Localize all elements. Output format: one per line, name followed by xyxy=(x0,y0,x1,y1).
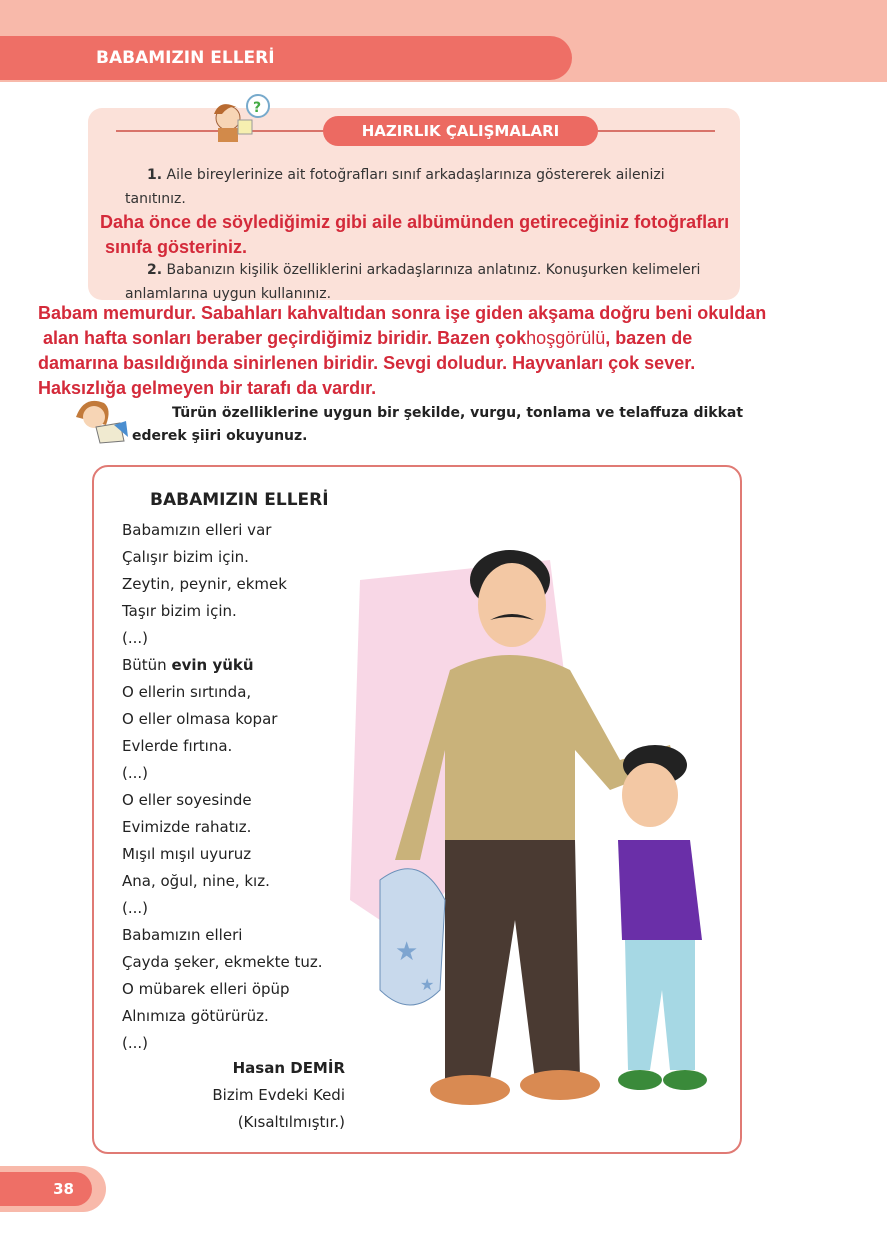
poem-line: (...) xyxy=(122,764,149,782)
poem-line: Alnımıza götürürüz. xyxy=(122,1007,269,1025)
answer-line: , bazen de xyxy=(605,328,693,348)
poem-line: Babamızın elleri var xyxy=(122,521,272,539)
svg-text:?: ? xyxy=(253,100,262,116)
answer-2 xyxy=(38,301,878,401)
poem-line: O mübarek elleri öpüp xyxy=(122,980,290,998)
page-number: 38 xyxy=(53,1180,74,1198)
poem-line: Evimizde rahatız. xyxy=(122,818,252,836)
question-text: Aile bireylerinize ait fotoğrafları sınıf arkadaşlarınıza göstererek ailenizi tanıtınız. xyxy=(125,167,665,207)
poem-note: (Kısaltılmıştır.) xyxy=(237,1113,345,1131)
page-number-badge xyxy=(0,1166,106,1212)
chapter-title-tab xyxy=(0,36,572,80)
reading-girl-icon xyxy=(70,395,132,445)
poem-attribution xyxy=(200,1055,345,1136)
answer-word: hoşgörülü xyxy=(526,328,606,348)
poem-line: Mışıl mışıl uyuruz xyxy=(122,845,252,863)
poem-line: Çalışır bizim için. xyxy=(122,548,249,566)
poem-line: Taşır bizim için. xyxy=(122,602,237,620)
poem-line: O ellerin sırtında, xyxy=(122,683,252,701)
poem-line: Ana, oğul, nine, kız. xyxy=(122,872,270,890)
answer-line: alan hafta sonları beraber geçirdiğimiz biridir. Bazen çok xyxy=(43,328,527,348)
svg-text:★: ★ xyxy=(420,975,435,994)
poem-line: (...) xyxy=(122,1034,149,1052)
poem-line: Babamızın elleri xyxy=(122,926,243,944)
answer-line: Haksızlığa gelmeyen bir tarafı da vardır. xyxy=(38,378,377,398)
question-number: 1. xyxy=(147,167,163,183)
section-title: HAZIRLIK ÇALIŞMALARI xyxy=(323,116,598,146)
poem-line: Evlerde fırtına. xyxy=(122,737,233,755)
svg-text:★: ★ xyxy=(395,937,419,967)
poem-line: Çayda şeker, ekmekte tuz. xyxy=(122,953,323,971)
poem-line: Zeytin, peynir, ekmek xyxy=(122,575,287,593)
poem-author: Hasan DEMİR xyxy=(232,1059,345,1077)
divider xyxy=(593,130,715,132)
answer-line: Daha önce de söylediğimiz gibi aile albümünden getireceğiniz fotoğrafları xyxy=(100,212,730,232)
poem-title: BABAMIZIN ELLERİ xyxy=(150,490,329,510)
poem-line: (...) xyxy=(122,629,149,647)
answer-1 xyxy=(100,210,820,260)
father-son-illustration xyxy=(350,520,730,1120)
girl-question-icon xyxy=(200,92,270,144)
poem-line: O eller olmasa kopar xyxy=(122,710,278,728)
question-number: 2. xyxy=(147,262,163,278)
poem-line xyxy=(122,652,323,679)
answer-line: damarına basıldığında sinirlenen biridir. Sevgi doludur. Hayvanları çok sever. xyxy=(38,353,696,373)
answer-line: sınıfa gösteriniz. xyxy=(105,237,248,257)
poem-line: O eller soyesinde xyxy=(122,791,252,809)
chapter-title: BABAMIZIN ELLERİ xyxy=(96,48,275,68)
question-1 xyxy=(125,163,725,211)
poem-bold-fragment: evin yükü xyxy=(171,656,254,674)
poem-fragment: Bütün xyxy=(122,656,172,674)
poem-line: (...) xyxy=(122,899,149,917)
reading-instruction: Türün özelliklerine uygun bir şekilde, vurgu, tonlama ve telaffuza dikkat ederek şiiri okuyunuz. xyxy=(132,405,744,444)
poem-source: Bizim Evdeki Kedi xyxy=(212,1086,345,1104)
question-2 xyxy=(125,258,725,306)
answer-line: Babam memurdur. Sabahları kahvaltıdan sonra işe giden akşama doğru beni okuldan xyxy=(38,303,767,323)
question-text: Babanızın kişilik özelliklerini arkadaşlarınıza anlatınız. Konuşurken kelimeleri anlamlarına uygun kullanınız. xyxy=(125,262,701,302)
poem-text xyxy=(122,517,323,1057)
